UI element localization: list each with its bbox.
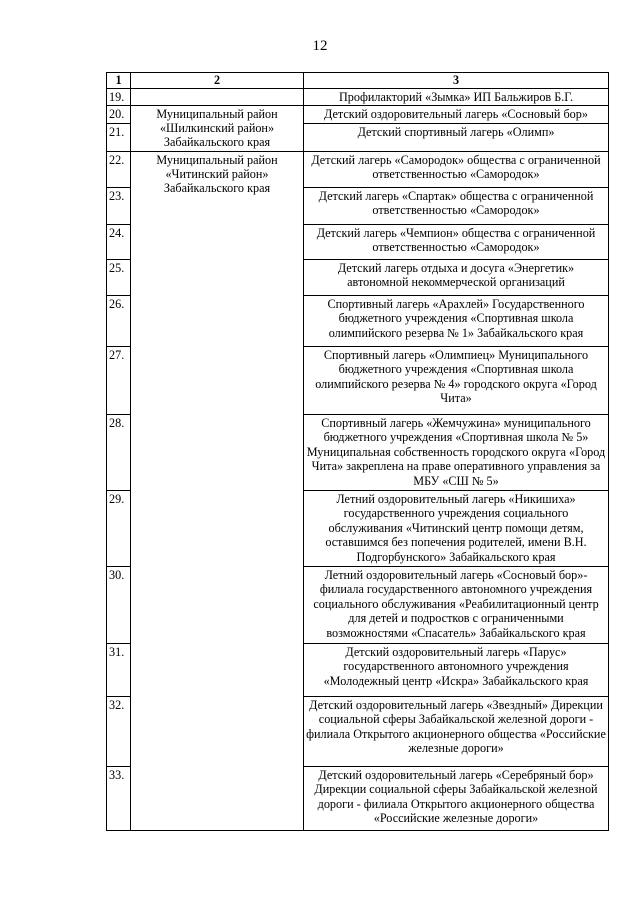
page-number: 12 bbox=[312, 38, 328, 54]
row-number: 21. bbox=[107, 123, 131, 151]
camp-name: Детский оздоровительный лагерь «Сосновый бор» bbox=[304, 106, 609, 124]
header-col-1: 1 bbox=[107, 73, 131, 89]
table-row bbox=[107, 106, 609, 124]
camp-name: Летний оздоровительный лагерь «Никишиха» государственного учреждения социального обслуживания «Читинский центр помощи детям, оставшимся без попечения родителей, имени В.Н. Подгорбунского» Забайкальского края bbox=[304, 490, 609, 566]
row-number: 33. bbox=[107, 766, 131, 830]
row-number: 19. bbox=[107, 88, 131, 106]
camp-name: Детский оздоровительный лагерь «Серебряный бор» Дирекции социальной сферы Забайкальской железной дороги - филиала Открытого акционерного общества «Российские железные дороги» bbox=[304, 766, 609, 830]
district-shilkinsky: Муниципальный район «Шилкинский район» Забайкальского края bbox=[131, 106, 304, 152]
camp-name: Детский спортивный лагерь «Олимп» bbox=[304, 123, 609, 151]
camp-name: Летний оздоровительный лагерь «Сосновый бор»- филиала государственного автономного учреждения социального обслуживания «Реабилитационный центр для детей и подростков с ограниченными возможностями «Спасатель» Забайкальского края bbox=[304, 566, 609, 643]
row-number: 32. bbox=[107, 696, 131, 766]
camp-name: Профилакторий «Зымка» ИП Бальжиров Б.Г. bbox=[304, 88, 609, 106]
header-col-3: 3 bbox=[304, 73, 609, 89]
row-number: 25. bbox=[107, 259, 131, 295]
table-header-row bbox=[107, 73, 609, 89]
camp-name: Спортивный лагерь «Жемчужина» муниципального бюджетного учреждения «Спортивная школа № 5» Муниципальная собственность городского округа «Город Чита» закреплена на праве оперативного управления за МБУ «СШ № 5» bbox=[304, 414, 609, 490]
row-number: 27. bbox=[107, 346, 131, 414]
row-number: 29. bbox=[107, 490, 131, 566]
header-col-2: 2 bbox=[131, 73, 304, 89]
table-row bbox=[107, 88, 609, 106]
camps-table bbox=[106, 72, 609, 831]
row-number: 22. bbox=[107, 151, 131, 187]
row-number: 23. bbox=[107, 187, 131, 224]
camp-name: Спортивный лагерь «Арахлей» Государственного бюджетного учреждения «Спортивная школа олимпийского резерва № 1» Забайкальского края bbox=[304, 295, 609, 346]
table-row bbox=[107, 151, 609, 187]
camp-name: Спортивный лагерь «Олимпиец» Муниципального бюджетного учреждения «Спортивная школа олимпийского резерва № 4» городского округа «Город Чита» bbox=[304, 346, 609, 414]
camp-name: Детский оздоровительный лагерь «Парус» государственного автономного учреждения «Молодежный центр «Искра» Забайкальского края bbox=[304, 643, 609, 696]
row-number: 26. bbox=[107, 295, 131, 346]
camp-name: Детский лагерь «Самородок» общества с ограниченной ответственностью «Самородок» bbox=[304, 151, 609, 187]
camp-name: Детский оздоровительный лагерь «Звездный» Дирекции социальной сферы Забайкальской железной дороги - филиала Открытого акционерного общества «Российские железные дороги» bbox=[304, 696, 609, 766]
row-number: 20. bbox=[107, 106, 131, 124]
row-number: 24. bbox=[107, 224, 131, 259]
district-chitinsky: Муниципальный район «Читинский район» Забайкальского края bbox=[131, 151, 304, 830]
camp-name: Детский лагерь «Спартак» общества с ограниченной ответственностью «Самородок» bbox=[304, 187, 609, 224]
camp-name: Детский лагерь отдыха и досуга «Энергетик» автономной некоммерческой организаций bbox=[304, 259, 609, 295]
district-cell-empty bbox=[131, 88, 304, 106]
row-number: 28. bbox=[107, 414, 131, 490]
camp-name: Детский лагерь «Чемпион» общества с ограниченной ответственностью «Самородок» bbox=[304, 224, 609, 259]
row-number: 31. bbox=[107, 643, 131, 696]
row-number: 30. bbox=[107, 566, 131, 643]
